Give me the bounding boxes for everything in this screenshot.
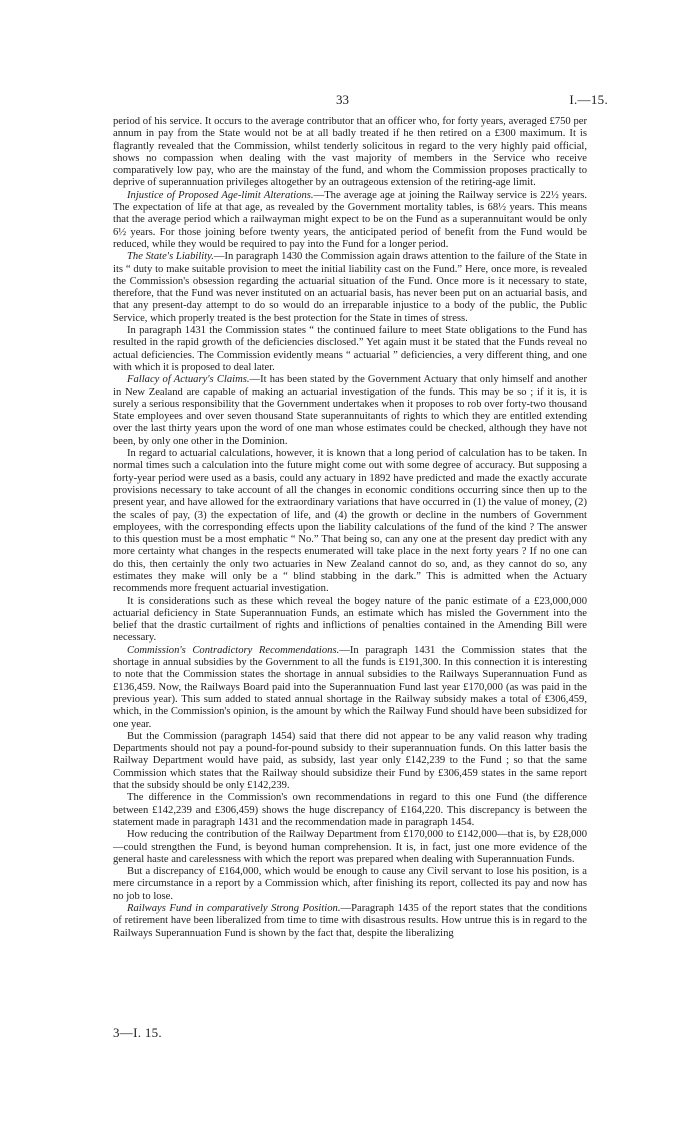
paragraph-heading: Injustice of Proposed Age-limit Alterations.: [127, 189, 314, 201]
paragraph-text: —Paragraph 1435 of the report states that the conditions of retirement have been liberalized from time to time with disastrous results. How untrue this is in regard to the Railways Superannuation Fund is shown by the fact that, despite the liberalizing: [113, 903, 587, 939]
document-reference: I.—15.: [569, 92, 608, 107]
paragraph-heading: The State's Liability.: [127, 251, 214, 263]
page-header: [0, 92, 700, 108]
paragraph: [113, 190, 587, 251]
paragraph: [113, 792, 587, 829]
paragraph-text: In paragraph 1431 the Commission states “ the continued failure to meet State obligations to the Fund has resulted in the rapid growth of the deficiencies disclosed.” Yet again must it be stated that the Funds reveal no actual deficiencies. The Commission evidently means “ actuarial ” deficiencies, a very different thing, and one with which it is proposed to deal later.: [113, 325, 587, 373]
paragraph: [113, 731, 587, 792]
page-number: 33: [336, 92, 349, 107]
paragraph-text: The difference in the Commission's own recommendations in regard to this one Fund (the difference between £142,239 and £306,459) shows the huge discrepancy of £164,220. This discrepancy is between the statement made in paragraph 1431 and the recommendation made in paragraph 1454.: [113, 792, 587, 828]
paragraph-text: period of his service. It occurs to the average contributor that an officer who, for forty years, averaged £750 per annum in pay from the State would not be at all badly treated if he then retired on a £300 maximum. It is flagrantly revealed that the Commission, whilst tenderly solicitous in regard to the very highly paid official, shows no compassion when dealing with the vast majority of members in the Service who receive comparatively low pay, who are the mainstay of the fund, and whom the Commission proposes practically to deprive of superannuation privileges altogether by an outrageous extension of the retiring-age limit.: [113, 116, 587, 189]
paragraph-heading: Railways Fund in comparatively Strong Position.: [127, 903, 341, 914]
page-footer: 3—I. 15.: [113, 1025, 162, 1040]
paragraph-text: —The average age at joining the Railway service is 22½ years. The expectation of life at that age, as revealed by the Government mortality tables, is 68½ years. This means that the average period which a railwayman might expect to be on the Fund as a superannuitant would be only 6½ years. For those joining before twenty years, the anticipated period of benefit from the Fund would be reduced, while they would be required to pay into the Fund for a longer period.: [113, 189, 587, 250]
paragraph: [113, 645, 587, 731]
paragraph-text: But a discrepancy of £164,000, which would be enough to cause any Civil servant to lose his position, is a mere circumstance in a report by a Commission which, after finishing its report, collected its pay and now has no job to lose.: [113, 866, 587, 902]
paragraph-text: —In paragraph 1431 the Commission states that the shortage in annual subsidies by the Government to all the funds is £191,300. In this connection it is interesting to note that the Commission states the shortage in annual subsidies to the Railways Superannuation Fund as £136,459. Now, the Railways Board paid into the Superannuation Fund last year £170,000 (as was paid in the previous year). This sum added to stated annual shortage in the Railway subsidy makes a total of £306,459, which, in the Commission's opinion, is the amount by which the Railway Fund should have been subsidized for one year.: [113, 644, 587, 730]
paragraph: [113, 116, 587, 190]
paragraph: [113, 448, 587, 596]
paragraph-heading: Fallacy of Actuary's Claims.: [127, 374, 250, 386]
paragraph-text: But the Commission (paragraph 1454) said that there did not appear to be any valid reason why trading Departments should not pay a pound-for-pound subsidy to their superannuation funds. On this latter basis the Railway Department would have paid, as subsidy, last year only £142,239 to the Fund ; so that the same Commission which states that the Railway should subsidize their Fund by £306,459 states in the same report that the subsidy should be only £142,239.: [113, 730, 587, 792]
paragraph: [113, 866, 587, 903]
paragraph: [113, 251, 587, 325]
paragraph-text: —It has been stated by the Government Actuary that only himself and another in New Zealand are capable of making an actuarial investigation of the funds. This may be so ; if it is, it is surely a serious responsibility that the Government undertakes when it proposes to rob over forty-two thousand State employees and over seven thousand State superannuitants of rights to which they are entitled extending over the last thirty years upon the word of one man whose estimates could be checked, although they have not been, by only one other in the Dominion.: [113, 374, 587, 447]
document-body: [113, 116, 587, 940]
paragraph-heading: Commission's Contradictory Recommendations.: [127, 644, 340, 656]
paragraph-text: In regard to actuarial calculations, however, it is known that a long period of calculation has to be taken. In normal times such a calculation into the future might come out with some degree of accuracy. But supposing a forty-year period were used as a basis, could any actuary in 1892 have predicted and made the exactly accurate provisions necessary to take account of all the changes in economic conditions occurring since then up to the present year, and have allowed for the extraordinary variations that have occurred in (1) the value of money, (2) the scales of pay, (3) the expectation of life, and (4) the growth or decline in the numbers of Government employees, with the corresponding effects upon the liability calculations of the fund of the kind ? The answer to this question must be a most emphatic “ No.” That being so, can any one at the present day predict with any more certainty what changes in the respects enumerated will take place in the next forty years ? If no one can do this, then certainly the only two actuaries in New Zealand cannot do so, and, as they cannot do so, any estimates they make will only be a “ blind stabbing in the dark.” This is admitted when the Actuary recommends more frequent actuarial investigation.: [113, 448, 587, 595]
paragraph: [113, 829, 587, 866]
paragraph-text: —In paragraph 1430 the Commission again draws attention to the failure of the State in its “ duty to make suitable provision to meet the initial liability cast on the Fund.” Here, once more, is revealed the Commission's obsession regarding the actuarial situation of the Fund. Once more is it necessary to state, therefore, that the Fund was never instituted on an actuarial basis, has never been put on an actuarial basis, and that any present-day attempt to do so would do an irreparable injustice to a body of the public, the Public Service, which properly treated is the best protection for the State in times of stress.: [113, 251, 587, 324]
paragraph-text: How reducing the contribution of the Railway Department from £170,000 to £142,000—that is, by £28,000—could strengthen the Fund, is beyond human comprehension. It is, in fact, just one more evidence of the general haste and carelessness with which the report was prepared when dealing with Superannuation Funds.: [113, 829, 587, 865]
paragraph: [113, 596, 587, 645]
paragraph: [113, 903, 587, 940]
paragraph: [113, 374, 587, 448]
paragraph: [113, 325, 587, 374]
paragraph-text: It is considerations such as these which reveal the bogey nature of the panic estimate of a £23,000,000 actuarial deficiency in State Superannuation Funds, an estimate which has misled the Government into the belief that the drastic curtailment of rights and inflictions of penalties contained in the Amending Bill were necessary.: [113, 595, 587, 644]
